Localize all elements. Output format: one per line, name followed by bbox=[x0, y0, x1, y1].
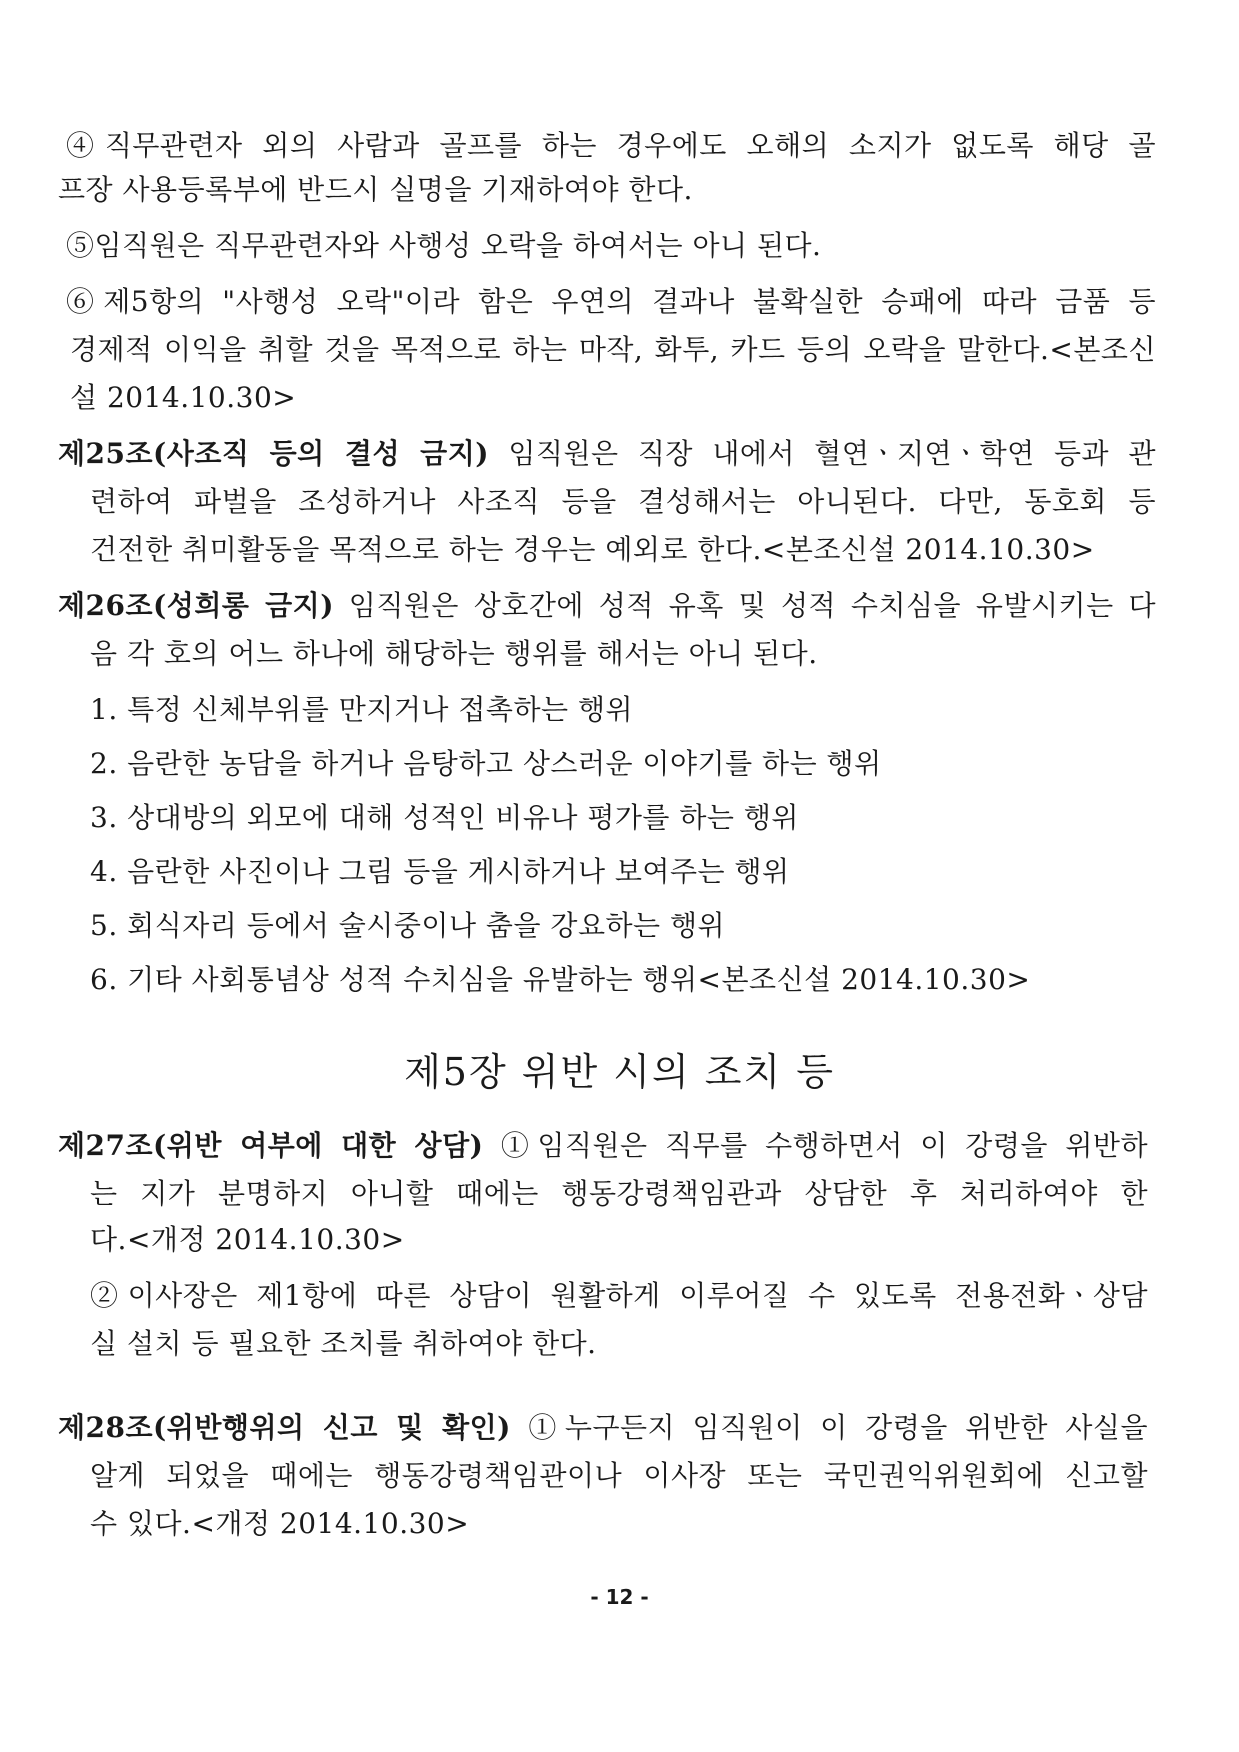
para-6-line-2: 경제적 이익을 취할 것을 목적으로 하는 마작, 화투, 카드 등의 오락을 말한다.<본조신 bbox=[70, 333, 1156, 366]
article-27-heading: 제27조(위반 여부에 대한 상담) bbox=[58, 1129, 484, 1162]
list-item: 6. 기타 사회통념상 성적 수치심을 유발하는 행위<본조신설 2014.10.30> bbox=[90, 963, 1031, 996]
list-item: 1. 특정 신체부위를 만지거나 접촉하는 행위 bbox=[90, 693, 634, 726]
para-4-line-2: 프장 사용등록부에 반드시 실명을 기재하여야 한다. bbox=[58, 173, 693, 206]
para-6-line-1: ⑥제5항의 "사행성 오락"이라 함은 우연의 결과나 불확실한 승패에 따라 금품 등 bbox=[66, 285, 1156, 318]
article-26-text-1: 임직원은 상호간에 성적 유혹 및 성적 수치심을 유발시키는 다 bbox=[333, 589, 1157, 622]
article-28-text-1: ①누구든지 임직원이 이 강령을 위반한 사실을 bbox=[510, 1411, 1148, 1444]
article-27-para-2-line-1: ②이사장은 제1항에 따른 상담이 원활하게 이루어질 수 있도록 전용전화ㆍ상담 bbox=[90, 1279, 1148, 1312]
article-27-text-1: ①임직원은 직무를 수행하면서 이 강령을 위반하 bbox=[483, 1129, 1148, 1162]
article-26-line-2: 음 각 호의 어느 하나에 해당하는 행위를 해서는 아니 된다. bbox=[90, 637, 818, 670]
list-item: 5. 회식자리 등에서 술시중이나 춤을 강요하는 행위 bbox=[90, 909, 726, 942]
article-26-heading: 제26조(성희롱 금지) bbox=[58, 589, 334, 622]
article-27-line-3: 다.<개정 2014.10.30> bbox=[90, 1223, 405, 1256]
article-28-line-2: 알게 되었을 때에는 행동강령책임관이나 이사장 또는 국민권익위원회에 신고할 bbox=[90, 1459, 1148, 1492]
article-25-heading: 제25조(사조직 등의 결성 금지) bbox=[58, 437, 490, 470]
article-27-line-1 bbox=[58, 1128, 1148, 1164]
article-25-line-1 bbox=[58, 436, 1156, 472]
article-25-text-1: 임직원은 직장 내에서 혈연ㆍ지연ㆍ학연 등과 관 bbox=[489, 437, 1156, 470]
page-number: - 12 - bbox=[590, 1585, 649, 1609]
article-26-line-1 bbox=[58, 588, 1156, 624]
para-5-line-1: ⑤임직원은 직무관련자와 사행성 오락을 하여서는 아니 된다. bbox=[66, 229, 822, 262]
article-28-line-3: 수 있다.<개정 2014.10.30> bbox=[90, 1507, 470, 1540]
article-28-line-1 bbox=[58, 1410, 1148, 1446]
article-25-line-3: 건전한 취미활동을 목적으로 하는 경우는 예외로 한다.<본조신설 2014.10.30> bbox=[90, 533, 1095, 566]
para-6-line-3: 설 2014.10.30> bbox=[70, 381, 297, 414]
para-4-line-1: ④직무관련자 외의 사람과 골프를 하는 경우에도 오해의 소지가 없도록 해당 골 bbox=[66, 129, 1156, 162]
article-25-line-2: 련하여 파벌을 조성하거나 사조직 등을 결성해서는 아니된다. 다만, 동호회 등 bbox=[90, 485, 1156, 518]
article-28-heading: 제28조(위반행위의 신고 및 확인) bbox=[58, 1411, 511, 1444]
list-item: 3. 상대방의 외모에 대해 성적인 비유나 평가를 하는 행위 bbox=[90, 801, 799, 834]
chapter-title: 제5장 위반 시의 조치 등 bbox=[404, 1050, 835, 1094]
article-27-line-2: 는 지가 분명하지 아니할 때에는 행동강령책임관과 상담한 후 처리하여야 한 bbox=[90, 1177, 1148, 1210]
article-27-para-2-line-2: 실 설치 등 필요한 조치를 취하여야 한다. bbox=[90, 1327, 597, 1360]
list-item: 2. 음란한 농담을 하거나 음탕하고 상스러운 이야기를 하는 행위 bbox=[90, 747, 882, 780]
list-item: 4. 음란한 사진이나 그림 등을 게시하거나 보여주는 행위 bbox=[90, 855, 790, 888]
